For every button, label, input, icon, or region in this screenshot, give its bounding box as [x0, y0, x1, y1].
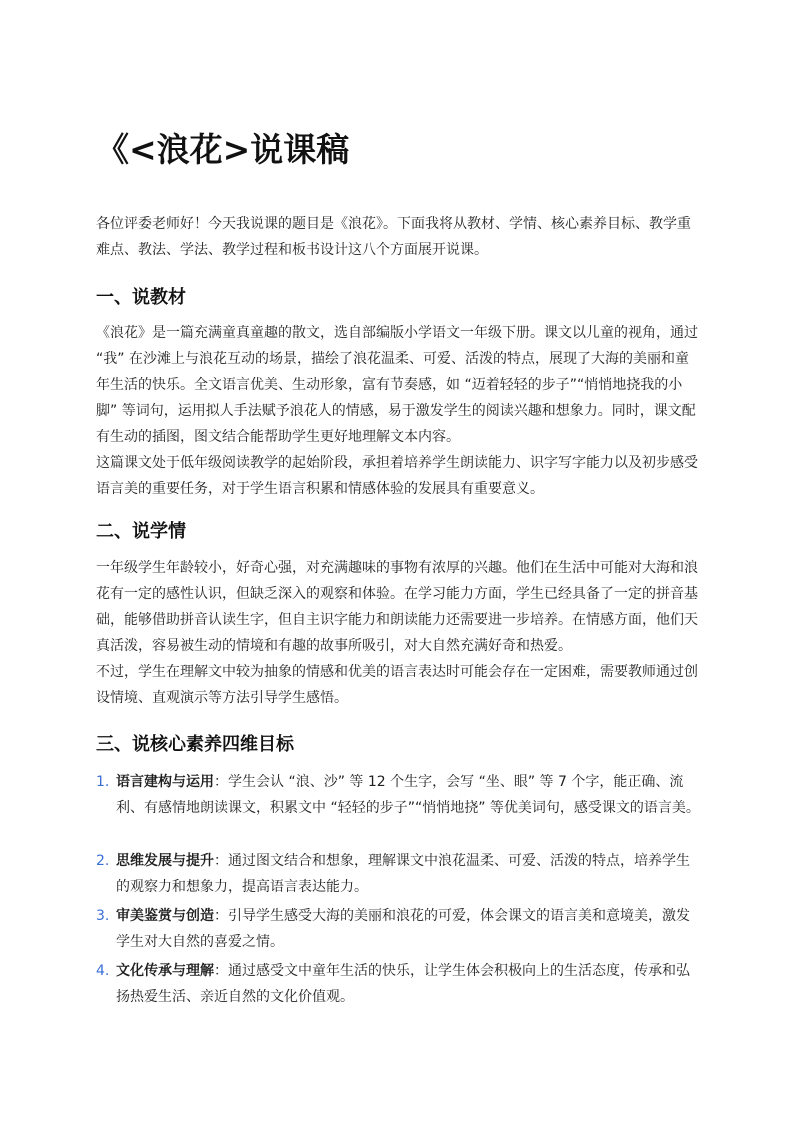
goal-title: 文化传承与理解	[116, 963, 214, 979]
section-heading-students: 二、说学情	[96, 521, 186, 542]
goal-item	[96, 903, 702, 955]
document-title: 《<浪花>说课稿	[96, 130, 350, 169]
section-heading-goals: 三、说核心素养四维目标	[96, 734, 294, 755]
goal-title: 语言建构与运用	[116, 774, 214, 790]
students-paragraph-1: 一年级学生年龄较小，好奇心强，对充满趣味的事物有浓厚的兴趣。他们在生活中可能对大海和浪花有一定的感性认识，但缺乏深入的观察和体验。在学习能力方面，学生已经具备了一定的拼音基础，能够借助拼音认读生字，但自主识字能力和朗读能力还需要进一步培养。在情感方面，他们天真活泼，容易被生动的情境和有趣的故事所吸引，对大自然充满好奇和热爱。	[96, 560, 698, 654]
goal-item	[96, 958, 702, 1010]
section-heading-textbook: 一、说教材	[96, 287, 186, 308]
goal-item	[96, 769, 702, 821]
goal-title: 审美鉴赏与创造	[116, 908, 214, 924]
goal-number: 1.	[96, 774, 110, 790]
goal-number: 4.	[96, 963, 110, 979]
goal-text: ：通过图文结合和想象，理解课文中浪花温柔、可爱、活泼的特点，培养学生的观察力和想象力，提高语言表达能力。	[116, 853, 690, 895]
goal-number: 2.	[96, 853, 110, 869]
intro-paragraph: 各位评委老师好！今天我说课的题目是《浪花》。下面我将从教材、学情、核心素养目标、教学重难点、教法、学法、教学过程和板书设计这八个方面展开说课。	[96, 216, 691, 258]
students-paragraph-2: 不过，学生在理解文中较为抽象的情感和优美的语言表达时可能会存在一定困难，需要教师通过创设情境、直观演示等方法引导学生感悟。	[96, 664, 698, 706]
goal-number: 3.	[96, 908, 110, 924]
goal-title: 思维发展与提升	[116, 853, 214, 869]
goal-text: ：学生会认 “浪、沙” 等 12 个生字，会写 “坐、眼” 等 7 个字，能正确、流利、有感情地朗读课文，积累文中 “轻轻的步子”“悄悄地挠” 等优美词句，感受课文的语言美。	[116, 774, 700, 816]
textbook-paragraph-2: 这篇课文处于低年级阅读教学的起始阶段，承担着培养学生朗读能力、识字写字能力以及初步感受语言美的重要任务，对于学生语言积累和情感体验的发展具有重要意义。	[96, 455, 698, 497]
textbook-paragraph-1: 《浪花》是一篇充满童真童趣的散文，选自部编版小学语文一年级下册。课文以儿童的视角，通过 “我” 在沙滩上与浪花互动的场景，描绘了浪花温柔、可爱、活泼的特点，展现了大海的美丽和童年生活的快乐。全文语言优美、生动形象，富有节奏感，如 “迈着轻轻的步子”“悄悄地挠我的小脚” 等词句，运用拟人手法赋予浪花人的情感，易于激发学生的阅读兴趣和想象力。同时，课文配有生动的插图，图文结合能帮助学生更好地理解文本内容。	[96, 325, 698, 445]
goal-text: ：通过感受文中童年生活的快乐，让学生体会积极向上的生活态度，传承和弘扬热爱生活、亲近自然的文化价值观。	[116, 963, 690, 1005]
goal-item	[96, 848, 702, 900]
goal-text: ：引导学生感受大海的美丽和浪花的可爱，体会课文的语言美和意境美，激发学生对大自然的喜爱之情。	[116, 908, 690, 950]
